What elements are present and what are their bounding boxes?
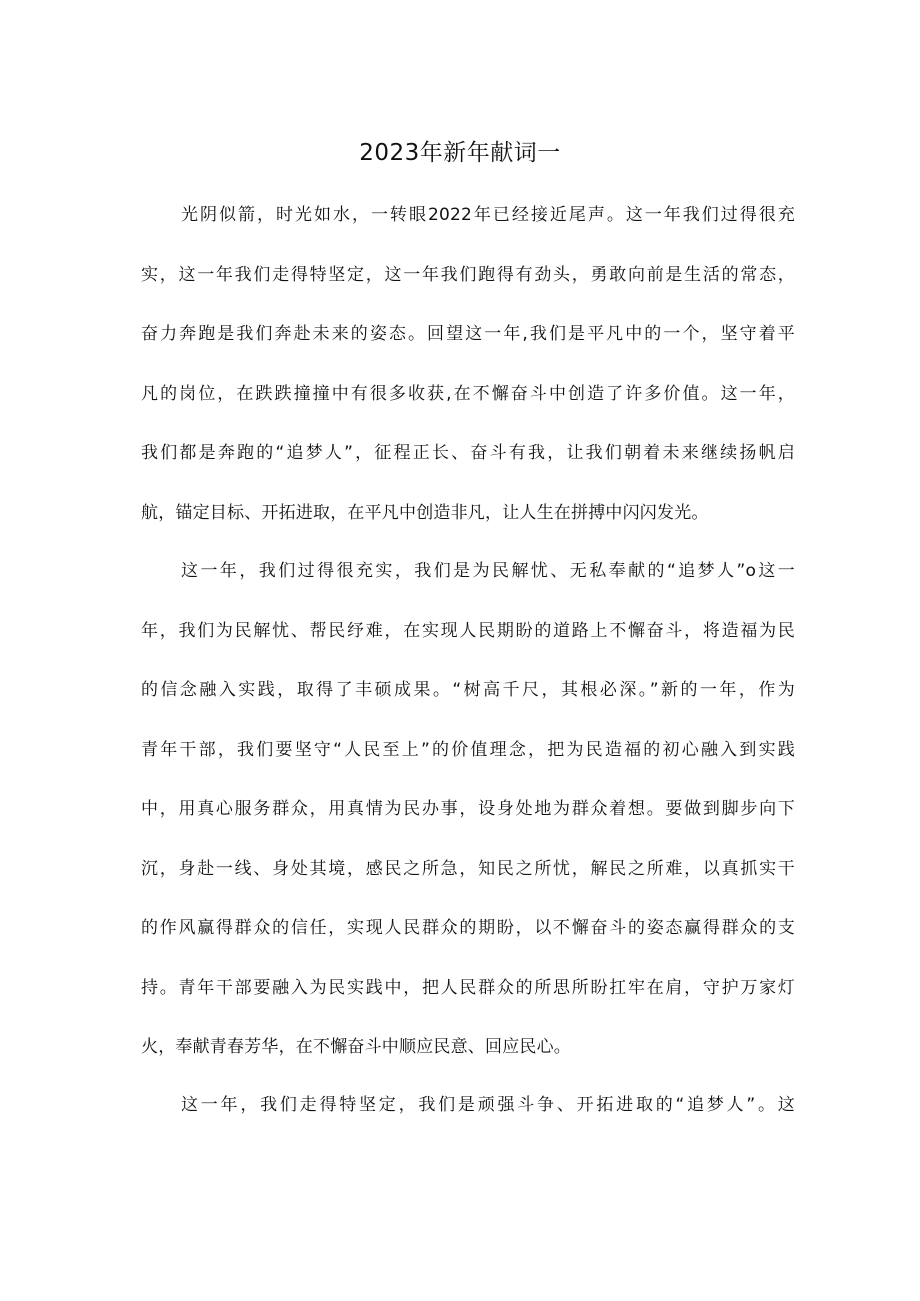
text-line: 这一年，我们走得特坚定，我们是顽强斗争、开拓进取的“追梦人”。这 <box>181 1095 795 1115</box>
text-line: 的作风赢得群众的信任，实现人民群众的期盼，以不懈奋斗的姿态赢得群众的支 <box>141 918 795 938</box>
paragraph-2 <box>141 556 795 1092</box>
text-line: 这一年，我们过得很充实，我们是为民解忧、无私奉献的“追梦人”o这一 <box>181 561 795 581</box>
text-line: 航，锚定目标、开拓进取，在平凡中创造非凡，让人生在拼搏中闪闪发光。 <box>141 502 709 523</box>
text-line: 火，奉献青春芳华，在不懈奋斗中顺应民意、回应民心。 <box>141 1037 571 1057</box>
paragraph-1 <box>141 200 795 557</box>
text-line: 凡的岗位，在跌跌撞撞中有很多收获,在不懈奋斗中创造了许多价值。这一年， <box>141 383 795 404</box>
text-line: 光阴似箭，时光如水，一转眼2022年已经接近尾声。这一年我们过得很充 <box>181 205 795 225</box>
text-line: 年，我们为民解忧、帮民纾难，在实现人民期盼的道路上不懈奋斗，将造福为民 <box>141 620 795 641</box>
text-line: 的信念融入实践，取得了丰硕成果。“树高千尺，其根必深。”新的一年，作为 <box>141 680 795 700</box>
text-line: 青年干部，我们要坚守“人民至上”的价值理念，把为民造福的初心融入到实践 <box>141 739 795 760</box>
text-line: 沉，身赴一线、身处其境，感民之所急，知民之所忧，解民之所难，以真抓实干 <box>141 858 795 879</box>
paragraph-3 <box>141 1090 795 1150</box>
text-line: 中，用真心服务群众，用真情为民办事，设身处地为群众着想。要做到脚步向下 <box>141 799 795 819</box>
text-line: 我们都是奔跑的“追梦人”，征程正长、奋斗有我，让我们朝着未来继续扬帆启 <box>141 443 795 463</box>
text-line: 持。青年干部要融入为民实践中，把人民群众的所思所盼扛牢在肩，守护万家灯 <box>141 977 795 998</box>
document-title: 2023年新年献词一 <box>359 140 561 166</box>
text-line: 实，这一年我们走得特坚定，这一年我们跑得有劲头，勇敢向前是生活的常态， <box>141 264 795 285</box>
text-line: 奋力奔跑是我们奔赴未来的姿态。回望这一年,我们是平凡中的一个，坚守着平 <box>141 324 795 344</box>
